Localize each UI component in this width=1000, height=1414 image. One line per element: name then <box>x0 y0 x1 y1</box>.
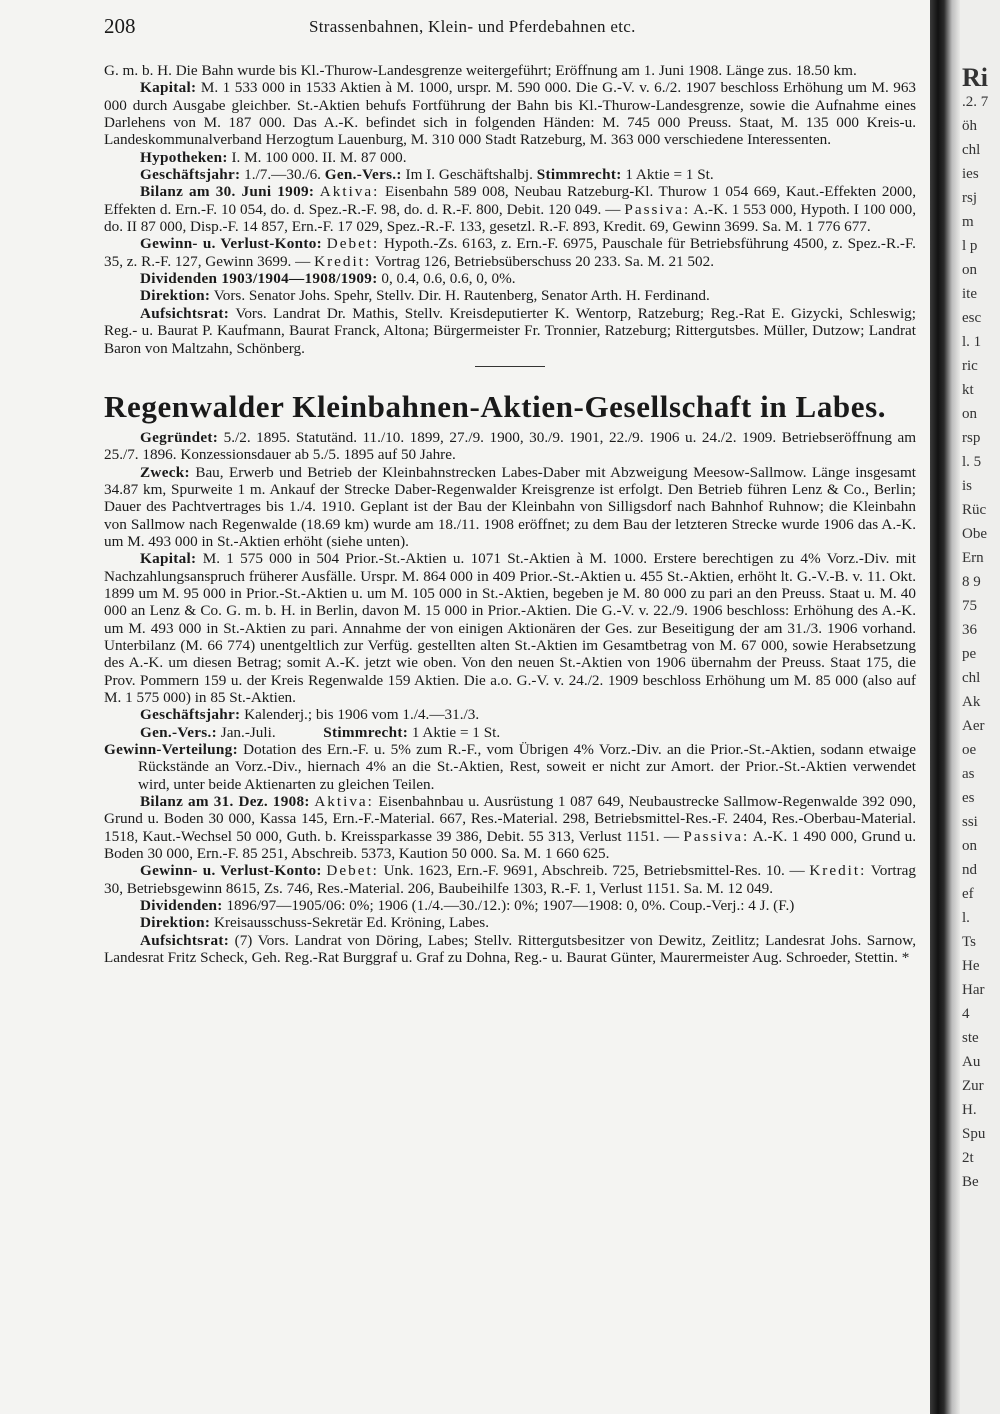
adjacent-page-fragment: rsp <box>962 430 981 446</box>
capital2-paragraph <box>104 550 916 706</box>
dividends-label: Dividenden 1903/1904—1908/1909: <box>140 270 378 288</box>
page-header <box>104 14 924 40</box>
profit-loss-label: Gewinn- u. Verlust-Konto: <box>140 235 322 253</box>
adjacent-page-fragment: on <box>962 838 977 854</box>
fiscal-year2-paragraph <box>104 706 916 723</box>
supervisory-text: Vors. Landrat Dr. Mathis, Stellv. Kreisdeputierter K. Wentorp, Ratzeburg; Reg.-Rat E. Gizycki, Schleswig; Reg.- u. Baurat P. Kaufmann, Baurat Franck, Altona; Bürgermeister Fr. Tronnier, Ratzeburg; Rittergutsbes. Müller, Dutzow; Landrat Baron von Maltzahn, Schönberg. <box>104 304 916 357</box>
mortgage-label: Hypotheken: <box>140 148 228 166</box>
credit2-text: Vortrag 30, Betriebsgewinn 8615, Zs. 746, Res.-Material. 206, Baubeihilfe 1303, R.-F. 1, Verlust 1151. Sa. M. 12 049. <box>104 862 916 897</box>
supervisory2-text: (7) Vors. Landrat von Döring, Labes; Stellv. Rittergutsbesitzer von Dewitz, Zeitlitz; Landesrat Johs. Sarnow, Landesrat Fritz Scheck, Geh. Reg.-Rat Burggraf u. Graf zu Dohna, Reg.- u. Baurat Günter, Maurermeister Aug. Schroeder, Stettin. <box>104 931 917 967</box>
adjacent-page-fragment: Obe <box>962 526 987 542</box>
adjacent-page-fragment: Har <box>962 982 985 998</box>
adjacent-page-fragment: Rüc <box>962 502 987 518</box>
debit-text: Hypoth.-Zs. 6163, z. Ern.-F. 6975, Pauschale für Betriebsführung 4500, z. Spez.-R.-F. 35, z. R.-F. 127, Gewinn 3699. — <box>104 235 916 270</box>
profit-loss2-label: Gewinn- u. Verlust-Konto: <box>140 862 322 880</box>
adjacent-page-fragment: l. <box>962 910 970 926</box>
adjacent-page-fragment: l. 5 <box>962 454 982 470</box>
adjacent-page-fragment: ssi <box>962 814 978 830</box>
fiscal-year2-text: Kalenderj.; bis 1906 vom 1./4.—31./3. <box>244 706 480 724</box>
balance2-label: Bilanz am 31. Dez. 1908: <box>140 793 310 811</box>
adjacent-page-fragment: m <box>962 214 974 230</box>
board-paragraph <box>104 287 916 304</box>
voting2-text: 1 Aktie = 1 St. <box>411 723 501 741</box>
dividends2-label: Dividenden: <box>140 897 223 915</box>
board-text: Vors. Senator Johs. Spehr, Stellv. Dir. H. Rautenberg, Senator Arth. H. Ferdinand. <box>213 287 710 305</box>
voting-right-text: 1 Aktie = 1 St. <box>625 166 714 184</box>
book-gutter <box>930 0 960 1414</box>
mortgage-paragraph <box>104 149 916 166</box>
dividends2-paragraph <box>104 897 916 914</box>
assets-label: Aktiva: <box>319 183 380 201</box>
adjacent-page-fragment: Aer <box>962 718 985 734</box>
founded-paragraph <box>104 429 916 464</box>
meeting2-label: Gen.-Vers.: <box>140 723 217 741</box>
adjacent-page-fragment: Ak <box>962 694 981 710</box>
credit-label: Kredit: <box>314 252 372 270</box>
supervisory-label: Aufsichtsrat: <box>140 304 230 322</box>
capital-text: M. 1 533 000 in 1533 Aktien à M. 1000, urspr. M. 590 000. Die G.-V. v. 6./2. 1907 beschloss Erhöhung um M. 963 000 durch Ausgabe gleichber. St.-Aktien behufs Fortführung der Bahn bis Kl.-Thurow-Landesgrenze, sowie die Aufnahme eines Darlehens von M. 187 000. Das A.-K. befindet sich in folgenden Händen: M. 745 000 Preuss. Staat, M. 135 000 Kreis-u. Landeskommunalverband Herzogtum Lauenburg, M. 310 000 Stadt Ratzeburg, M. 363 000 verschiedene Interessenten. <box>104 79 917 149</box>
voting-right-label: Stimmrecht: <box>536 166 622 184</box>
adjacent-page-fragment: Spu <box>962 1126 986 1142</box>
profit-distribution-paragraph <box>104 741 916 793</box>
adjacent-page-fragment: 75 <box>962 598 977 614</box>
supervisory2-label: Aufsichtsrat: <box>140 931 230 949</box>
adjacent-page-fragment: Au <box>962 1054 981 1070</box>
adjacent-page-fragment: .2. 7 <box>962 94 989 110</box>
adjacent-page-fragment: es <box>962 790 975 806</box>
adjacent-page-fragment: 36 <box>962 622 977 638</box>
adjacent-page-fragment: Ern <box>962 550 984 566</box>
adjacent-page-fragment: 4 <box>962 1006 970 1022</box>
fiscal-year-text: 1./7.—30./6. <box>244 166 321 184</box>
capital-label: Kapital: <box>140 79 197 97</box>
credit-text: Vortrag 126, Betriebsübersch​uss 20 233. Sa. M. 21 502. <box>374 252 715 270</box>
debit2-label: Debet: <box>326 862 379 880</box>
credit2-label: Kredit: <box>809 862 867 880</box>
profit-loss-paragraph <box>104 235 916 270</box>
debit2-text: Unk. 1623, Ern.-F. 9691, Abschreib. 725, Betriebsmittel-Res. 10. — <box>383 862 805 880</box>
adjacent-page-fragment: 2t <box>962 1150 974 1166</box>
dividends2-text: 1896/97—1905/06: 0%; 1906 (1./4.—30./12.): 0%; 1907—1908: 0, 0%. <box>226 897 666 915</box>
adjacent-page-fragment: rsj <box>962 190 977 206</box>
assets2-text: Eisenbahnbau u. Ausrüstung 1 087 649, Neubaustrecke Sallmow-Regenwalde 392 090, Grund u. Boden 30 000, Kassa 145, Ern.-F.-Material. 667, Res.-Material. 298, Betriebsmittel-Res.-F. 2404, Res.-Oberbau-Material. 1518, Kaut.-Wechsel 50 000, Guth. b. Kreissparkasse 39 386, Debit. 55 313, Verlust 1151. — <box>104 793 917 845</box>
adjacent-page-fragment: ite <box>962 286 977 302</box>
founded-label: Gegründet: <box>140 428 219 446</box>
adjacent-page-fragment: is <box>962 478 973 494</box>
running-title: Strassenbahnen, Klein- und Pferdebahnen etc. <box>309 17 636 36</box>
capital2-text: M. 1 575 000 in 504 Prior.-St.-Aktien u. 1071 St.-Aktien à M. 1000. Erstere berechtigen zu 4% Vorz.-Div. mit Nachzahlungsanspruch früherer Ausfälle. Urspr. M. 864 000 in 409 Prior.-St.-Aktien u. 455 St.-Aktien, erhöht lt. G.-V.-B. v. 11. Okt. 1899 um M. 95 000 in Prior.-St.-Aktien u. um M. 105 000 in St.-Aktien, begeben je M. 80 000 zu pari an den Preuss. Staat u. M. 40 000 an Lenz & Co. G. m. b. H. in Berlin, davon M. 15 000 in Prior.-Aktien. Die G.-V. v. 22./9. 1906 beschloss: Erhöhung des A.-K. um M. 493 000 in St.-Aktien zu pari. Annahme der von einigen Aktionären der Ges. zur Beseitigung der am 31./3. 1906 vorhand. Unterbilanz (M. 66 774) unentgeltlich zur Verfüg. gestellten alten St.-Aktien im Gesamtbetrag von M. 67 000, sowie Herabsetzung des A.-K. um diesen Betrag; somit A.-K. jetzt wie oben. Von den neuen St.-Aktien von 1906 übernahm der Preuss. Staat 175, die Prov. Pommern 159 u. der Kreis Regenwalde 159 Aktien. Die a.o. G.-V. v. 24./2. 1909 beschloss Erhöhung um M. 85 000 (also auf M. 1 575 000) in 85 St.-Aktien. <box>104 550 916 706</box>
fiscal-year-label: Geschäftsjahr: <box>140 166 241 184</box>
fiscal-year-paragraph <box>104 166 916 183</box>
adjacent-page-fragment: ric <box>962 358 978 374</box>
adjacent-page-fragment: nd <box>962 862 977 878</box>
adjacent-page-fragment: pe <box>962 646 977 662</box>
debit-label: Debet: <box>326 235 380 253</box>
end-mark: * <box>901 949 910 967</box>
meeting2-paragraph <box>104 724 916 741</box>
profit-distribution-label: Gewinn-Verteilung: <box>104 741 238 759</box>
board2-paragraph <box>104 914 916 931</box>
adjacent-page-fragment: on <box>962 406 977 422</box>
liabilities-text: A.-K. 1 553 000, Hypoth. I 100 000, do. II 87 000, Disp.-F. 14 857, Ern.-F. 17 029, Spez.-R.-F. 133, gesetzl. R.-F. 893, Kredit. 69, Gewinn 3699. Sa. M. 1 776 677. <box>104 200 917 236</box>
supervisory-paragraph <box>104 305 916 357</box>
page-number: 208 <box>104 14 136 38</box>
adjacent-page-fragment: 8 9 <box>962 574 981 590</box>
dividends-paragraph <box>104 270 916 287</box>
board2-label: Direktion: <box>140 914 211 932</box>
adjacent-page-fragment: as <box>962 766 975 782</box>
purpose-label: Zweck: <box>140 463 190 481</box>
adjacent-page-fragment: oe <box>962 742 977 758</box>
company-heading: Regenwalder Kleinbahnen-Aktien-Gesellschaft in Labes. <box>104 388 887 424</box>
adjacent-page-fragment: Zur <box>962 1078 984 1094</box>
liabilities-label: Passiva: <box>624 200 691 218</box>
coupon-text: Coup.-Verj.: 4 J. (F.) <box>669 897 795 915</box>
assets2-label: Aktiva: <box>314 793 374 811</box>
adjacent-page-fragment: chl <box>962 142 981 158</box>
fiscal-year2-label: Geschäftsjahr: <box>140 706 241 724</box>
board-label: Direktion: <box>140 287 211 305</box>
liabilities2-text: A.-K. 1 490 000, Grund u. Boden 30 000, Ern.-F. 85 251, Abschreib. 5373, Kaution 50 000. Sa. M. 1 660 625. <box>104 827 917 863</box>
voting2-label: Stimmrecht: <box>323 723 409 741</box>
profit-loss2-paragraph <box>104 862 916 897</box>
dividends-text: 0, 0.4, 0.6, 0.6, 0, 0%. <box>381 270 516 288</box>
mortgage-text: I. M. 100 000. II. M. 87 000. <box>231 148 407 166</box>
balance-label: Bilanz am 30. Juni 1909: <box>140 183 315 201</box>
adjacent-page-fragment: esc <box>962 310 982 326</box>
adjacent-page-fragment: Ri <box>962 63 988 92</box>
adjacent-page-fragment: Ts <box>962 934 976 950</box>
adjacent-page-fragment: on <box>962 262 977 278</box>
adjacent-page-fragment: kt <box>962 382 974 398</box>
entry-continuation-intro: G. m. b. H. Die Bahn wurde bis Kl.-Thurow-Landesgrenze weitergeführt; Eröffnung am 1. Juni 1908. Länge zus. 18.50 km. <box>104 62 857 79</box>
section-divider <box>475 366 545 367</box>
capital-paragraph <box>104 79 916 148</box>
profit-distribution-text: Dotation des Ern.-F. u. 5% zum R.-F., vom Übrigen 4% Vorz.-Div. an die Prior.-St.-Aktien, sodann etwaige Rückstände an Vorz.-Div., hiernach 4% an die St.-Aktien, Rest, soweit er nicht zur Amort. der Prior.-St.-Aktien verwendet wird, unter beide Aktienarten zu gleichen Teilen. <box>138 741 916 793</box>
adjacent-page-fragment: l. 1 <box>962 334 982 350</box>
adjacent-page-fragment: ste <box>962 1030 979 1046</box>
adjacent-page-fragment: chl <box>962 670 981 686</box>
adjacent-page-fragment: öh <box>962 118 977 134</box>
founded-text: 5./2. 1895. Statutänd. 11./10. 1899, 27./9. 1900, 30./9. 1901, 22./9. 1906 u. 24./2. 1909. Betriebseröffnung am 25./7. 1896. Konzessionsdauer ab 5./5. 1895 auf 50 Jahre. <box>104 428 917 464</box>
adjacent-page-fragment: ef <box>962 886 974 902</box>
purpose-text: Bau, Erwerb und Betrieb der Kleinbahnstrecken Labes-Daber mit Abzweigung Meesow-Sallmow. Länge insgesamt 34.87 km, Spurweite 1 m. Ankauf der Strecke Daber-Regenwalder Kreisgrenze ist erfolgt. Den Betrieb führen Lenz & Co., Berlin; Dauer des Pachtvertrages bis 1./4. 1910. Geplant ist der Bau der Kleinbahn von Silligsdorf nach Bahnhof Ruhnow; die Kleinbahn von Sallmow nach Regenwalde (18.69 km) wurde am 18./11. 1908 eröffnet; zu dem Bau der letzteren Strecke wurde 1906 das A.-K. um M. 493 000 in St.-Aktien erhöht (siehe unten). <box>104 463 917 550</box>
adjacent-page-fragment: l p <box>962 238 978 254</box>
balance-paragraph <box>104 183 916 235</box>
assets-text: Eisenbahn 589 008, Neubau Ratzeburg-Kl. Thurow 1 054 669, Kaut.-Effekten 2000, Effekten d. Ern.-F. 10 054, do. d. Spez.-R.-F. 98, do. d. R.-F. 800, Debit. 120 049. — <box>104 183 917 218</box>
capital2-label: Kapital: <box>140 550 197 568</box>
liabilities2-label: Passiva: <box>683 827 750 845</box>
adjacent-page-fragment: He <box>962 958 980 974</box>
page-body <box>104 62 916 967</box>
general-meeting-label: Gen.-Vers.: <box>324 166 402 184</box>
adjacent-page-fragment: ies <box>962 166 979 182</box>
adjacent-page-edge <box>960 0 1000 1414</box>
meeting2-text: Jan.-Juli. <box>220 723 276 741</box>
adjacent-page-fragment: H. <box>962 1102 977 1118</box>
balance2-paragraph <box>104 793 916 862</box>
adjacent-page-fragment: Be <box>962 1174 979 1190</box>
board2-text: Kreisausschuss-Sekretär Ed. Kröning, Labes. <box>214 914 490 932</box>
purpose-paragraph <box>104 464 916 551</box>
supervisory2-paragraph <box>104 932 916 967</box>
general-meeting-text: Im I. Geschäftshalbj. <box>405 166 533 184</box>
